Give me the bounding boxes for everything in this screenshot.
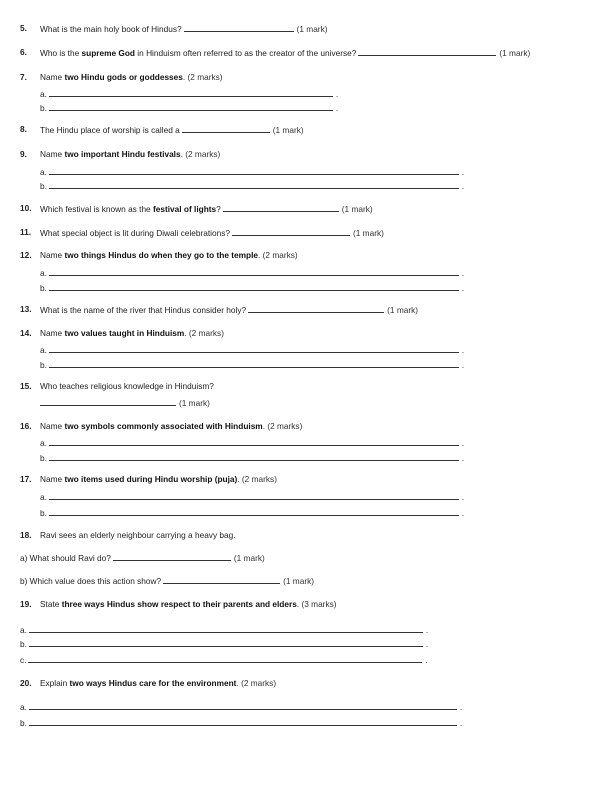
marks: (1 mark) [296,24,328,34]
question-text: Name [40,474,65,484]
answer-blank[interactable] [248,304,384,313]
question-emphasis: two symbols commonly associated with Hinduism [64,421,263,431]
answer-blank[interactable] [49,88,333,97]
marks: (1 mark) [499,48,531,58]
line-end: . [461,167,465,177]
marks: (2 marks) [267,421,303,431]
answer-blank[interactable] [182,124,270,133]
marks: (2 marks) [185,149,221,159]
marks: (1 mark) [283,576,315,586]
question-emphasis: festival of lights [152,204,217,214]
answer-blank[interactable] [49,267,459,276]
question-emphasis: two ways Hindus care for the environment [69,678,237,688]
answer-blank[interactable] [49,452,459,461]
part-label: b. [40,181,47,191]
question-number: 6. [20,47,27,57]
part-label: b. [40,360,47,370]
question-text: . [184,328,187,338]
line-end: . [461,492,465,502]
part-label: a. [40,438,47,448]
line-end: . [461,283,465,293]
line-end: . [461,438,465,448]
question-text: What is the name of the river that Hindus consider holy? [40,305,247,315]
question-text: State [40,599,62,609]
marks: (1 mark) [341,204,373,214]
question-text: Name [40,149,65,159]
marks: (2 marks) [188,328,224,338]
answer-blank[interactable] [49,491,459,500]
answer-blank[interactable] [49,507,459,516]
question-text: . [262,421,265,431]
question-text: Name [40,250,65,260]
marks: (1 mark) [353,228,384,238]
question-number: 9. [20,149,27,159]
part-label: a. [20,702,27,712]
question-text: . [296,599,300,609]
question-text: . [258,250,261,260]
question-text: Name [40,421,65,431]
question-number: 19. [20,599,32,609]
question-number: 5. [20,23,27,33]
question-text: Who teaches religious knowledge in Hinduism? [40,381,214,391]
question-text: . [237,474,240,484]
line-end: . [459,702,463,712]
marks: (2 marks) [187,72,223,82]
question-emphasis: supreme God [81,48,135,58]
part-label: b. [20,639,27,649]
question-emphasis: three ways Hindus show respect to their parents and elders [61,599,297,609]
answer-blank[interactable] [49,359,459,368]
answer-blank[interactable] [49,102,333,111]
question-number: 7. [20,72,27,82]
question-number: 8. [20,124,27,134]
marks: (2 marks) [262,250,298,260]
part-label: b. [40,508,47,518]
answer-blank[interactable] [49,166,459,175]
question-text: . [182,72,186,82]
line-end: . [425,639,429,649]
question-number: 12. [20,250,32,260]
line-end: . [461,453,465,463]
answer-blank[interactable] [49,437,459,446]
part-label: b. [40,453,47,463]
question-number: 17. [20,474,32,484]
line-end: . [461,181,465,191]
question-number: 18. [20,530,32,540]
answer-blank[interactable] [358,47,496,56]
question-number: 15. [20,381,32,391]
part-label: a. [40,89,47,99]
line-end: . [425,625,429,635]
question-emphasis: two values taught in Hinduism [64,328,185,338]
answer-blank[interactable] [49,282,459,291]
line-end: . [461,268,465,278]
question-text: Ravi sees an elderly neighbour carrying a heavy bag. [40,530,236,540]
question-emphasis: two items used during Hindu worship (puja) [64,474,238,484]
part-label: b. [40,103,47,113]
answer-blank[interactable] [49,344,459,353]
line-end: . [461,360,465,370]
answer-blank[interactable] [163,575,280,584]
part-label: a. [40,492,47,502]
question-number: 20. [20,678,32,688]
line-end: . [459,718,463,728]
answer-blank[interactable] [184,23,294,32]
question-text: Name [40,72,65,82]
question-text: Which festival is known as the [40,204,153,214]
question-text: ? [216,204,221,214]
question-emphasis: two Hindu gods or goddesses [64,72,183,82]
answer-blank[interactable] [29,638,423,647]
part-label: c. [20,655,27,665]
answer-blank[interactable] [113,552,231,561]
question-text: . [180,149,183,159]
question-text: Explain [40,678,70,688]
answer-blank[interactable] [49,180,459,189]
question-number: 10. [20,203,32,213]
part-text: b) Which value does this action show? [20,576,162,586]
question-number: 11. [20,227,32,237]
part-label: a. [40,345,47,355]
question-text: Who is the [40,48,82,58]
question-emphasis: two things Hindus do when they go to the temple [64,250,259,260]
line-end: . [425,655,428,665]
answer-blank[interactable] [28,654,422,663]
line-end: . [335,103,339,113]
answer-blank[interactable] [223,203,339,212]
marks: (2 marks) [241,474,277,484]
answer-blank[interactable] [29,717,457,726]
part-label: b. [40,283,47,293]
part-label: a. [40,167,47,177]
answer-blank[interactable] [40,397,176,406]
marks: (3 marks) [301,599,337,609]
answer-blank[interactable] [29,701,457,710]
part-label: a. [40,268,47,278]
question-number: 14. [20,328,32,338]
question-text: What special object is lit during Diwali celebrations? [40,228,230,238]
marks: (1 mark) [233,553,265,563]
question-text: The Hindu place of worship is called a [40,125,180,135]
answer-blank[interactable] [29,624,423,633]
marks: (1 mark) [387,305,419,315]
marks: (1 mark) [272,125,304,135]
part-text: a) What should Ravi do? [20,553,111,563]
line-end: . [461,345,465,355]
question-text: What is the main holy book of Hindus? [40,24,182,34]
question-text: Name [40,328,65,338]
part-label: b. [20,718,27,728]
marks: (2 marks) [241,678,277,688]
line-end: . [335,89,339,99]
marks: (1 mark) [179,398,210,408]
question-number: 16. [20,421,32,431]
question-text: in Hinduism often referred to as the creator of the universe? [135,48,357,58]
part-label: a. [20,625,27,635]
question-text: . [236,678,239,688]
answer-blank[interactable] [232,227,350,236]
question-emphasis: two important Hindu festivals [64,149,181,159]
line-end: . [461,508,465,518]
question-number: 13. [20,304,32,314]
